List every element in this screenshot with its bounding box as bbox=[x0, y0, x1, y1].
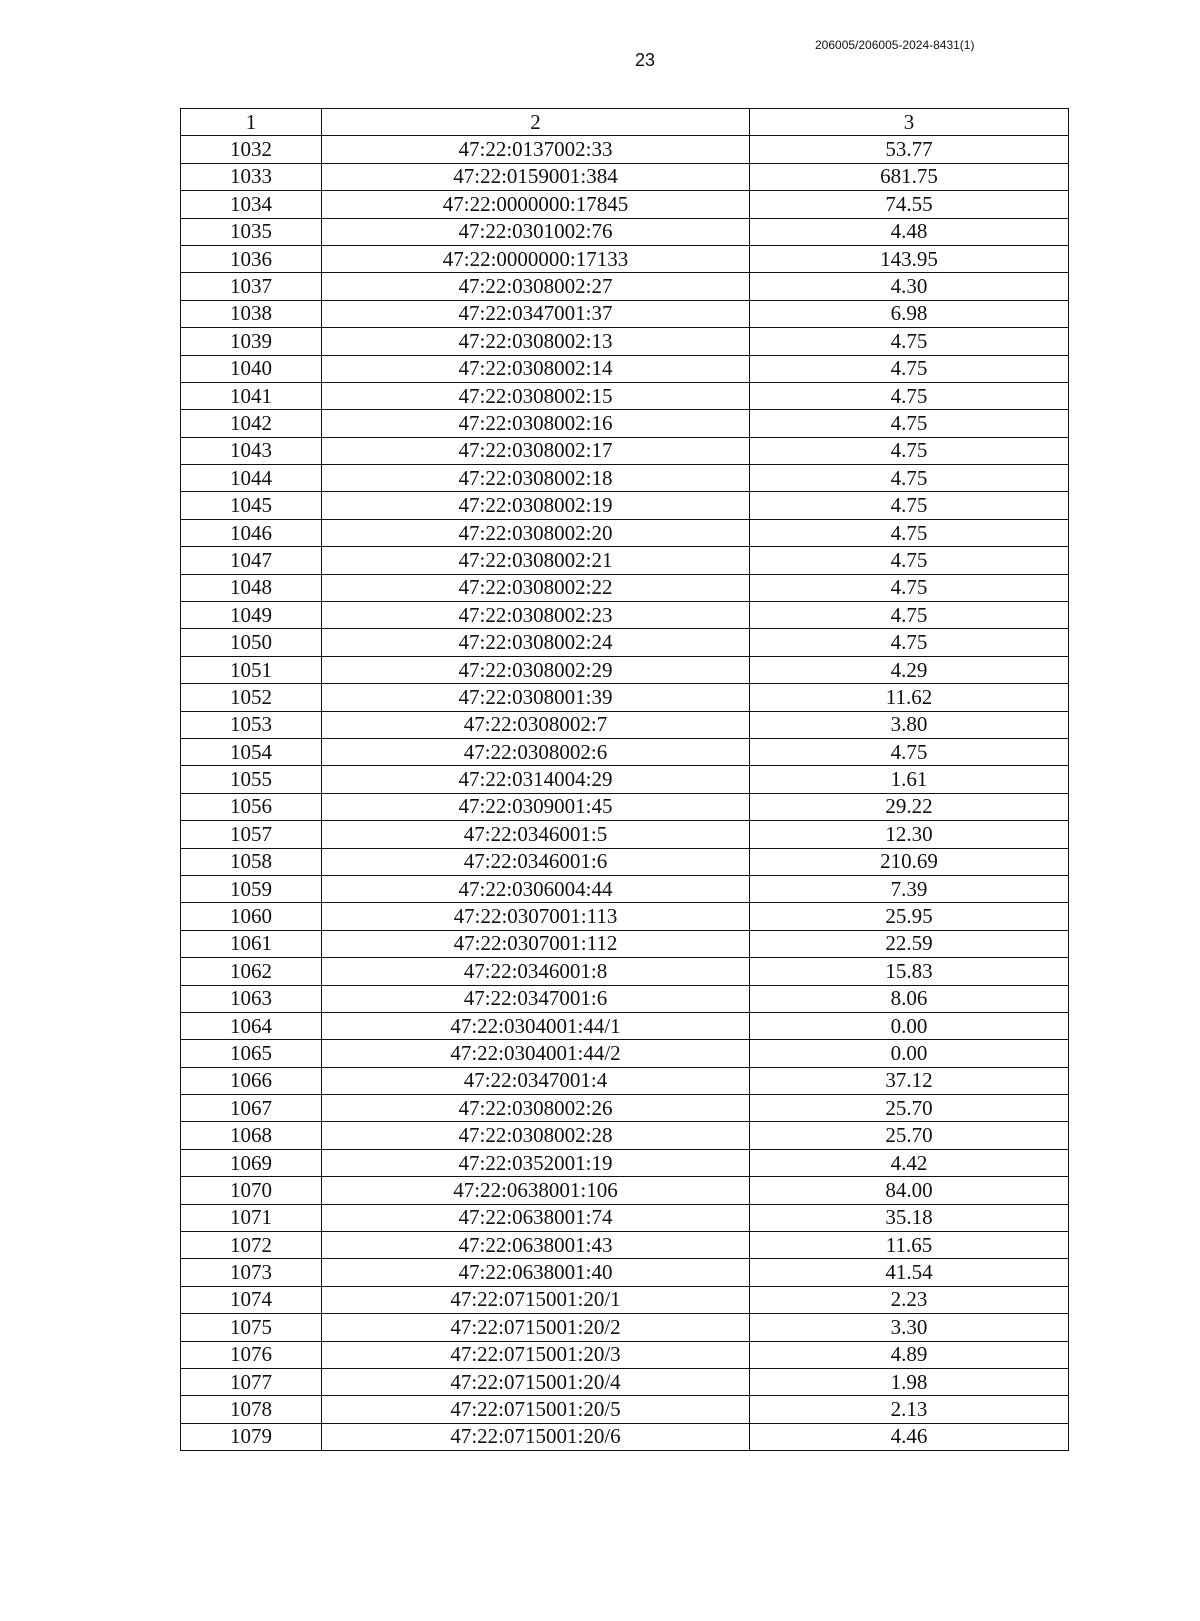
document-reference: 206005/206005-2024-8431(1) bbox=[815, 38, 975, 52]
row-number-cell: 1074 bbox=[181, 1286, 322, 1313]
row-number-cell: 1063 bbox=[181, 985, 322, 1012]
value-cell: 3.30 bbox=[750, 1314, 1069, 1341]
row-number-cell: 1067 bbox=[181, 1095, 322, 1122]
value-cell: 4.89 bbox=[750, 1341, 1069, 1368]
cadastral-number-cell: 47:22:0346001:6 bbox=[322, 848, 750, 875]
table-row bbox=[181, 875, 1069, 902]
column-header-1: 1 bbox=[181, 109, 322, 136]
row-number-cell: 1060 bbox=[181, 903, 322, 930]
value-cell: 4.75 bbox=[750, 547, 1069, 574]
cadastral-number-cell: 47:22:0638001:106 bbox=[322, 1177, 750, 1204]
value-cell: 4.75 bbox=[750, 328, 1069, 355]
row-number-cell: 1069 bbox=[181, 1149, 322, 1176]
page-number: 23 bbox=[634, 50, 656, 70]
table-row bbox=[181, 1259, 1069, 1286]
table-row bbox=[181, 711, 1069, 738]
column-header-2: 2 bbox=[322, 109, 750, 136]
table-row bbox=[181, 245, 1069, 272]
row-number-cell: 1054 bbox=[181, 738, 322, 765]
value-cell: 4.30 bbox=[750, 273, 1069, 300]
value-cell: 143.95 bbox=[750, 245, 1069, 272]
value-cell: 6.98 bbox=[750, 300, 1069, 327]
value-cell: 210.69 bbox=[750, 848, 1069, 875]
table-row bbox=[181, 1095, 1069, 1122]
table-row bbox=[181, 1368, 1069, 1395]
cadastral-number-cell: 47:22:0307001:112 bbox=[322, 930, 750, 957]
table-row bbox=[181, 821, 1069, 848]
cadastral-number-cell: 47:22:0308002:28 bbox=[322, 1122, 750, 1149]
value-cell: 4.75 bbox=[750, 629, 1069, 656]
table-row bbox=[181, 766, 1069, 793]
table-row bbox=[181, 629, 1069, 656]
table-row bbox=[181, 191, 1069, 218]
table-row bbox=[181, 602, 1069, 629]
value-cell: 3.80 bbox=[750, 711, 1069, 738]
table-row bbox=[181, 1314, 1069, 1341]
value-cell: 11.62 bbox=[750, 684, 1069, 711]
table-row bbox=[181, 1286, 1069, 1313]
row-number-cell: 1078 bbox=[181, 1396, 322, 1423]
cadastral-number-cell: 47:22:0308002:6 bbox=[322, 738, 750, 765]
row-number-cell: 1066 bbox=[181, 1067, 322, 1094]
value-cell: 12.30 bbox=[750, 821, 1069, 848]
cadastral-number-cell: 47:22:0638001:74 bbox=[322, 1204, 750, 1231]
table-row bbox=[181, 136, 1069, 163]
cadastral-number-cell: 47:22:0308001:39 bbox=[322, 684, 750, 711]
row-number-cell: 1062 bbox=[181, 958, 322, 985]
table-row bbox=[181, 1012, 1069, 1039]
table-row bbox=[181, 1040, 1069, 1067]
cadastral-number-cell: 47:22:0308002:14 bbox=[322, 355, 750, 382]
cadastral-number-cell: 47:22:0715001:20/4 bbox=[322, 1368, 750, 1395]
row-number-cell: 1072 bbox=[181, 1232, 322, 1259]
row-number-cell: 1058 bbox=[181, 848, 322, 875]
table-row bbox=[181, 1122, 1069, 1149]
cadastral-number-cell: 47:22:0307001:113 bbox=[322, 903, 750, 930]
value-cell: 4.75 bbox=[750, 382, 1069, 409]
table-row bbox=[181, 958, 1069, 985]
cadastral-number-cell: 47:22:0308002:23 bbox=[322, 602, 750, 629]
value-cell: 29.22 bbox=[750, 793, 1069, 820]
row-number-cell: 1033 bbox=[181, 163, 322, 190]
table-row bbox=[181, 1396, 1069, 1423]
table-row bbox=[181, 848, 1069, 875]
table-row bbox=[181, 1341, 1069, 1368]
cadastral-number-cell: 47:22:0715001:20/1 bbox=[322, 1286, 750, 1313]
cadastral-number-cell: 47:22:0304001:44/1 bbox=[322, 1012, 750, 1039]
value-cell: 25.70 bbox=[750, 1122, 1069, 1149]
cadastral-number-cell: 47:22:0308002:27 bbox=[322, 273, 750, 300]
table-row bbox=[181, 1067, 1069, 1094]
table-row bbox=[181, 1232, 1069, 1259]
row-number-cell: 1061 bbox=[181, 930, 322, 957]
row-number-cell: 1052 bbox=[181, 684, 322, 711]
cadastral-number-cell: 47:22:0308002:22 bbox=[322, 574, 750, 601]
row-number-cell: 1035 bbox=[181, 218, 322, 245]
value-cell: 25.95 bbox=[750, 903, 1069, 930]
cadastral-number-cell: 47:22:0309001:45 bbox=[322, 793, 750, 820]
cadastral-number-cell: 47:22:0715001:20/3 bbox=[322, 1341, 750, 1368]
cadastral-number-cell: 47:22:0308002:7 bbox=[322, 711, 750, 738]
row-number-cell: 1051 bbox=[181, 656, 322, 683]
cadastral-number-cell: 47:22:0308002:17 bbox=[322, 437, 750, 464]
value-cell: 2.13 bbox=[750, 1396, 1069, 1423]
row-number-cell: 1077 bbox=[181, 1368, 322, 1395]
table-row bbox=[181, 382, 1069, 409]
row-number-cell: 1049 bbox=[181, 602, 322, 629]
table-header-row bbox=[181, 109, 1069, 136]
row-number-cell: 1053 bbox=[181, 711, 322, 738]
cadastral-number-cell: 47:22:0347001:37 bbox=[322, 300, 750, 327]
row-number-cell: 1071 bbox=[181, 1204, 322, 1231]
cadastral-number-cell: 47:22:0308002:29 bbox=[322, 656, 750, 683]
table-row bbox=[181, 437, 1069, 464]
cadastral-number-cell: 47:22:0638001:40 bbox=[322, 1259, 750, 1286]
value-cell: 0.00 bbox=[750, 1040, 1069, 1067]
value-cell: 4.75 bbox=[750, 602, 1069, 629]
row-number-cell: 1039 bbox=[181, 328, 322, 355]
value-cell: 4.75 bbox=[750, 574, 1069, 601]
row-number-cell: 1050 bbox=[181, 629, 322, 656]
row-number-cell: 1038 bbox=[181, 300, 322, 327]
row-number-cell: 1059 bbox=[181, 875, 322, 902]
table-row bbox=[181, 793, 1069, 820]
value-cell: 2.23 bbox=[750, 1286, 1069, 1313]
cadastral-number-cell: 47:22:0314004:29 bbox=[322, 766, 750, 793]
row-number-cell: 1032 bbox=[181, 136, 322, 163]
row-number-cell: 1070 bbox=[181, 1177, 322, 1204]
cadastral-number-cell: 47:22:0308002:15 bbox=[322, 382, 750, 409]
value-cell: 1.61 bbox=[750, 766, 1069, 793]
value-cell: 0.00 bbox=[750, 1012, 1069, 1039]
value-cell: 84.00 bbox=[750, 1177, 1069, 1204]
value-cell: 4.75 bbox=[750, 492, 1069, 519]
table-row bbox=[181, 738, 1069, 765]
row-number-cell: 1048 bbox=[181, 574, 322, 601]
row-number-cell: 1047 bbox=[181, 547, 322, 574]
value-cell: 74.55 bbox=[750, 191, 1069, 218]
value-cell: 35.18 bbox=[750, 1204, 1069, 1231]
row-number-cell: 1043 bbox=[181, 437, 322, 464]
column-header-3: 3 bbox=[750, 109, 1069, 136]
cadastral-number-cell: 47:22:0308002:20 bbox=[322, 519, 750, 546]
table-row bbox=[181, 273, 1069, 300]
cadastral-number-cell: 47:22:0308002:24 bbox=[322, 629, 750, 656]
row-number-cell: 1068 bbox=[181, 1122, 322, 1149]
table-row bbox=[181, 547, 1069, 574]
value-cell: 11.65 bbox=[750, 1232, 1069, 1259]
value-cell: 8.06 bbox=[750, 985, 1069, 1012]
cadastral-number-cell: 47:22:0308002:21 bbox=[322, 547, 750, 574]
row-number-cell: 1045 bbox=[181, 492, 322, 519]
value-cell: 4.75 bbox=[750, 355, 1069, 382]
row-number-cell: 1055 bbox=[181, 766, 322, 793]
cadastral-number-cell: 47:22:0159001:384 bbox=[322, 163, 750, 190]
cadastral-number-cell: 47:22:0638001:43 bbox=[322, 1232, 750, 1259]
value-cell: 4.75 bbox=[750, 519, 1069, 546]
table-row bbox=[181, 1177, 1069, 1204]
cadastral-number-cell: 47:22:0308002:26 bbox=[322, 1095, 750, 1122]
value-cell: 41.54 bbox=[750, 1259, 1069, 1286]
value-cell: 15.83 bbox=[750, 958, 1069, 985]
table-row bbox=[181, 1204, 1069, 1231]
value-cell: 22.59 bbox=[750, 930, 1069, 957]
value-cell: 4.75 bbox=[750, 738, 1069, 765]
row-number-cell: 1040 bbox=[181, 355, 322, 382]
cadastral-number-cell: 47:22:0308002:18 bbox=[322, 465, 750, 492]
cadastral-number-cell: 47:22:0347001:6 bbox=[322, 985, 750, 1012]
value-cell: 4.75 bbox=[750, 465, 1069, 492]
row-number-cell: 1042 bbox=[181, 410, 322, 437]
row-number-cell: 1073 bbox=[181, 1259, 322, 1286]
table-row bbox=[181, 985, 1069, 1012]
cadastral-number-cell: 47:22:0304001:44/2 bbox=[322, 1040, 750, 1067]
table-row bbox=[181, 930, 1069, 957]
cadastral-number-cell: 47:22:0306004:44 bbox=[322, 875, 750, 902]
table-row bbox=[181, 1149, 1069, 1176]
cadastral-number-cell: 47:22:0308002:19 bbox=[322, 492, 750, 519]
row-number-cell: 1076 bbox=[181, 1341, 322, 1368]
table-row bbox=[181, 163, 1069, 190]
cadastral-number-cell: 47:22:0352001:19 bbox=[322, 1149, 750, 1176]
cadastral-number-cell: 47:22:0308002:16 bbox=[322, 410, 750, 437]
cadastral-number-cell: 47:22:0000000:17845 bbox=[322, 191, 750, 218]
value-cell: 4.75 bbox=[750, 410, 1069, 437]
cadastral-number-cell: 47:22:0346001:8 bbox=[322, 958, 750, 985]
cadastral-number-cell: 47:22:0308002:13 bbox=[322, 328, 750, 355]
value-cell: 25.70 bbox=[750, 1095, 1069, 1122]
cadastral-number-cell: 47:22:0347001:4 bbox=[322, 1067, 750, 1094]
table-row bbox=[181, 903, 1069, 930]
value-cell: 4.75 bbox=[750, 437, 1069, 464]
row-number-cell: 1046 bbox=[181, 519, 322, 546]
value-cell: 4.29 bbox=[750, 656, 1069, 683]
table-row bbox=[181, 574, 1069, 601]
table-row bbox=[181, 1423, 1069, 1450]
value-cell: 7.39 bbox=[750, 875, 1069, 902]
cadastral-number-cell: 47:22:0137002:33 bbox=[322, 136, 750, 163]
value-cell: 4.48 bbox=[750, 218, 1069, 245]
row-number-cell: 1044 bbox=[181, 465, 322, 492]
table-row bbox=[181, 355, 1069, 382]
table-body bbox=[181, 109, 1069, 1451]
cadastral-number-cell: 47:22:0715001:20/5 bbox=[322, 1396, 750, 1423]
row-number-cell: 1075 bbox=[181, 1314, 322, 1341]
table-row bbox=[181, 300, 1069, 327]
row-number-cell: 1034 bbox=[181, 191, 322, 218]
cadastral-number-cell: 47:22:0715001:20/2 bbox=[322, 1314, 750, 1341]
cadastral-number-cell: 47:22:0715001:20/6 bbox=[322, 1423, 750, 1450]
table-row bbox=[181, 410, 1069, 437]
table-row bbox=[181, 328, 1069, 355]
table-row bbox=[181, 519, 1069, 546]
value-cell: 4.42 bbox=[750, 1149, 1069, 1176]
table-row bbox=[181, 656, 1069, 683]
cadastral-number-cell: 47:22:0301002:76 bbox=[322, 218, 750, 245]
row-number-cell: 1057 bbox=[181, 821, 322, 848]
cadastral-number-cell: 47:22:0346001:5 bbox=[322, 821, 750, 848]
row-number-cell: 1079 bbox=[181, 1423, 322, 1450]
row-number-cell: 1036 bbox=[181, 245, 322, 272]
row-number-cell: 1037 bbox=[181, 273, 322, 300]
value-cell: 37.12 bbox=[750, 1067, 1069, 1094]
data-table bbox=[180, 108, 1069, 1451]
row-number-cell: 1056 bbox=[181, 793, 322, 820]
table-row bbox=[181, 465, 1069, 492]
row-number-cell: 1065 bbox=[181, 1040, 322, 1067]
value-cell: 4.46 bbox=[750, 1423, 1069, 1450]
cadastral-number-cell: 47:22:0000000:17133 bbox=[322, 245, 750, 272]
row-number-cell: 1064 bbox=[181, 1012, 322, 1039]
table-row bbox=[181, 218, 1069, 245]
value-cell: 1.98 bbox=[750, 1368, 1069, 1395]
table-row bbox=[181, 684, 1069, 711]
row-number-cell: 1041 bbox=[181, 382, 322, 409]
value-cell: 681.75 bbox=[750, 163, 1069, 190]
table-row bbox=[181, 492, 1069, 519]
value-cell: 53.77 bbox=[750, 136, 1069, 163]
